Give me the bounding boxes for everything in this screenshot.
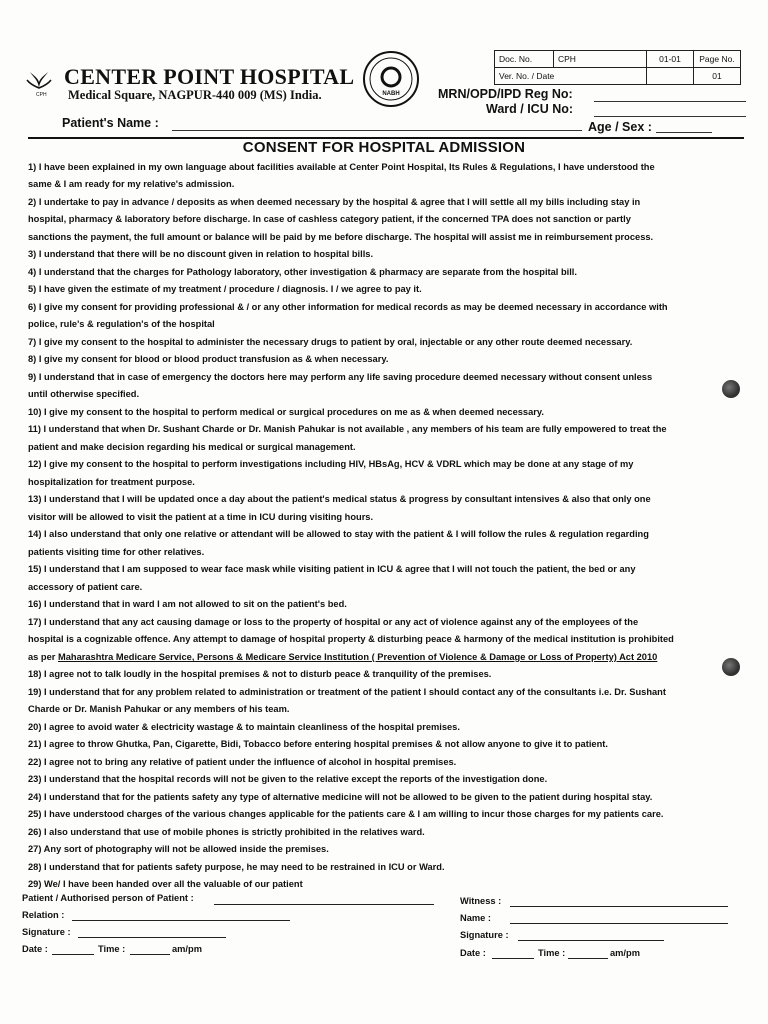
consent-line: 17) I understand that any act causing damage or loss to the property of hospital or any act of violence against any of the employees of the <box>28 617 639 627</box>
consent-line: accessory of patient care. <box>28 582 143 592</box>
version-date-label: Ver. No. / Date <box>495 68 647 85</box>
consent-line: patient and make decision regarding his medical or surgical management. <box>28 442 356 452</box>
consent-line: 10) I give my consent to the hospital to perform medical or surgical procedures on me as & when deemed necessary. <box>28 407 544 417</box>
witness-date-field[interactable] <box>492 958 534 959</box>
patient-authorised-field[interactable] <box>214 904 434 905</box>
consent-line: 23) I understand that the hospital records will not be given to the relative except the reports of the investigation done. <box>28 774 548 784</box>
consent-line: same & I am ready for my relative's admission. <box>28 179 235 189</box>
witness-field[interactable] <box>510 906 728 907</box>
consent-line: 9) I understand that in case of emergency the doctors here may perform any life saving procedure deemed necessary without consent unless <box>28 372 653 382</box>
time-label: Time : <box>98 944 126 954</box>
document-control-table <box>494 50 741 85</box>
form-title: CONSENT FOR HOSPITAL ADMISSION <box>242 139 526 156</box>
witness-date-label: Date : <box>460 948 486 958</box>
seal-text: NABH <box>382 91 400 97</box>
doc-no-value: CPH <box>554 51 647 68</box>
ward-label: Ward / ICU No: <box>486 102 574 116</box>
nabh-seal-icon <box>362 50 420 108</box>
doc-no-code: 01-01 <box>647 51 694 68</box>
signature-label: Signature : <box>22 927 71 937</box>
consent-line: 4) I understand that the charges for Pathology laboratory, other investigation & pharmacy are separate from the hospital bill. <box>28 267 577 277</box>
witness-label: Witness : <box>460 896 502 906</box>
consent-line: police, rule's & regulation's of the hospital <box>28 319 215 329</box>
am-pm-label: am/pm <box>172 944 202 954</box>
consent-line: 12) I give my consent to the hospital to perform investigations including HIV, HBsAg, HCV & VDRL which may be done at any stage of my <box>28 459 634 469</box>
consent-line: 18) I agree not to talk loudly in the hospital premises & not to disturb peace & tranquility of the premises. <box>28 669 492 679</box>
consent-line: 14) I also understand that only one relative or attendant will be allowed to stay with the patient & I will follow the rules & regulation regarding <box>28 529 649 539</box>
consent-line: Charde or Dr. Manish Pahukar or any members of his team. <box>28 704 290 714</box>
patient-authorised-label: Patient / Authorised person of Patient : <box>22 893 194 903</box>
consent-line: 24) I understand that for the patients safety any type of alternative medicine will not be allowed to be given to the patient during hospital stay. <box>28 792 653 802</box>
mrn-label: MRN/OPD/IPD Reg No: <box>438 87 573 101</box>
relation-field[interactable] <box>72 920 290 921</box>
consent-line: 2) I undertake to pay in advance / deposits as when deemed necessary by the hospital & agree that I will settle all my bills including stay in <box>28 197 641 207</box>
patient-name-field[interactable] <box>172 130 582 131</box>
mrn-field[interactable] <box>594 101 746 102</box>
time-field[interactable] <box>130 954 170 955</box>
act-prefix: as per <box>28 652 58 662</box>
hospital-address: Medical Square, NAGPUR-440 009 (MS) India. <box>68 88 322 102</box>
hospital-logo-icon <box>24 64 54 94</box>
consent-line: 1) I have been explained in my own language about facilities available at Center Point Hospital, Its Rules & Regulations, I have understood the <box>28 162 655 172</box>
consent-line: 8) I give my consent for blood or blood product transfusion as & when necessary. <box>28 354 389 364</box>
consent-line: visitor will be allowed to visit the patient at a time in ICU during visiting hours. <box>28 512 374 522</box>
doc-no-label: Doc. No. <box>495 51 554 68</box>
consent-line: 22) I agree not to bring any relative of patient under the influence of alcohol in hospital premises. <box>28 757 457 767</box>
witness-am-pm-label: am/pm <box>610 948 640 958</box>
witness-name-label: Name : <box>460 913 492 923</box>
consent-line: 21) I agree to throw Ghutka, Pan, Cigarette, Bidi, Tobacco before entering hospital premises & not allow anyone to give it to patient. <box>28 739 608 749</box>
consent-line: patients visiting time for other relatives. <box>28 547 205 557</box>
ward-field[interactable] <box>594 116 746 117</box>
consent-line: 6) I give my consent for providing professional & / or any other information for medical records as may be deemed necessary in accordance with <box>28 302 668 312</box>
date-field[interactable] <box>52 954 94 955</box>
consent-line: 20) I agree to avoid water & electricity wastage & to maintain cleanliness of the hospital premises. <box>28 722 460 732</box>
page-no-value: 01 <box>694 68 741 85</box>
consent-line: hospitalization for treatment purpose. <box>28 477 195 487</box>
consent-line: 25) I have understood charges of the various changes applicable for the patients care & I am willing to incur those charges for my patients care. <box>28 809 664 819</box>
patient-name-label: Patient's Name : <box>62 116 159 130</box>
punch-hole-bottom <box>722 658 740 676</box>
consent-line: sanctions the payment, the full amount or balance will be paid by me before discharge. The hospital will assist me in reimbursement process. <box>28 232 654 242</box>
consent-line: 27) Any sort of photography will not be allowed inside the premises. <box>28 844 329 854</box>
consent-line: 15) I understand that I am supposed to wear face mask while visiting patient in ICU & agree that I will not touch the patient, the bed or any <box>28 564 636 574</box>
consent-line: 29) We/ I have been handed over all the valuable of our patient <box>28 879 303 889</box>
witness-time-label: Time : <box>538 948 566 958</box>
age-sex-field[interactable] <box>656 132 712 133</box>
consent-line: 16) I understand that in ward I am not allowed to sit on the patient's bed. <box>28 599 347 609</box>
consent-line: 7) I give my consent to the hospital to administer the necessary drugs to patient by oral, injectable or any other route deemed necessary. <box>28 337 633 347</box>
witness-signature-field[interactable] <box>518 940 664 941</box>
punch-hole-top <box>722 380 740 398</box>
consent-line: 19) I understand that for any problem related to administration or treatment of the patient I should contact any of the consultants i.e. Dr. Sushant <box>28 687 666 697</box>
consent-line: hospital is a cognizable offence. Any attempt to damage of hospital property & disturbing peace & harmony of the medical institution is prohibited <box>28 634 674 644</box>
age-sex-label: Age / Sex : <box>588 120 652 134</box>
signature-field[interactable] <box>78 937 226 938</box>
consent-line: 3) I understand that there will be no discount given in relation to hospital bills. <box>28 249 374 259</box>
consent-line: 13) I understand that I will be updated once a day about the patient's medical status & progress by consultant intensives & also that only one <box>28 494 651 504</box>
version-empty-cell <box>647 68 694 85</box>
consent-line: 5) I have given the estimate of my treatment / procedure / diagnosis. I / we agree to pay it. <box>28 284 422 294</box>
date-label: Date : <box>22 944 48 954</box>
logo-text: CPH <box>36 92 47 98</box>
witness-signature-label: Signature : <box>460 930 509 940</box>
consent-line: until otherwise specified. <box>28 389 140 399</box>
page-no-label: Page No. <box>694 51 741 68</box>
hospital-name: CENTER POINT HOSPITAL <box>64 64 355 89</box>
consent-line: 28) I understand that for patients safety purpose, he may need to be restrained in ICU or Ward. <box>28 862 445 872</box>
witness-time-field[interactable] <box>568 958 608 959</box>
witness-name-field[interactable] <box>510 923 728 924</box>
consent-line: 26) I also understand that use of mobile phones is strictly prohibited in the relatives ward. <box>28 827 425 837</box>
consent-line-act <box>28 649 744 667</box>
relation-label: Relation : <box>22 910 65 920</box>
consent-line: hospital, pharmacy & laboratory before discharge. In case of cashless category patient, if the concerned TPA does not sanction or partly <box>28 214 631 224</box>
consent-line: 11) I understand that when Dr. Sushant Charde or Dr. Manish Pahukar is not available , any members of his team are fully empowered to treat the <box>28 424 667 434</box>
act-reference: Maharashtra Medicare Service, Persons & Medicare Service Institution ( Prevention of Violence & Damage or Loss of Property) Act 2010 <box>57 652 658 662</box>
